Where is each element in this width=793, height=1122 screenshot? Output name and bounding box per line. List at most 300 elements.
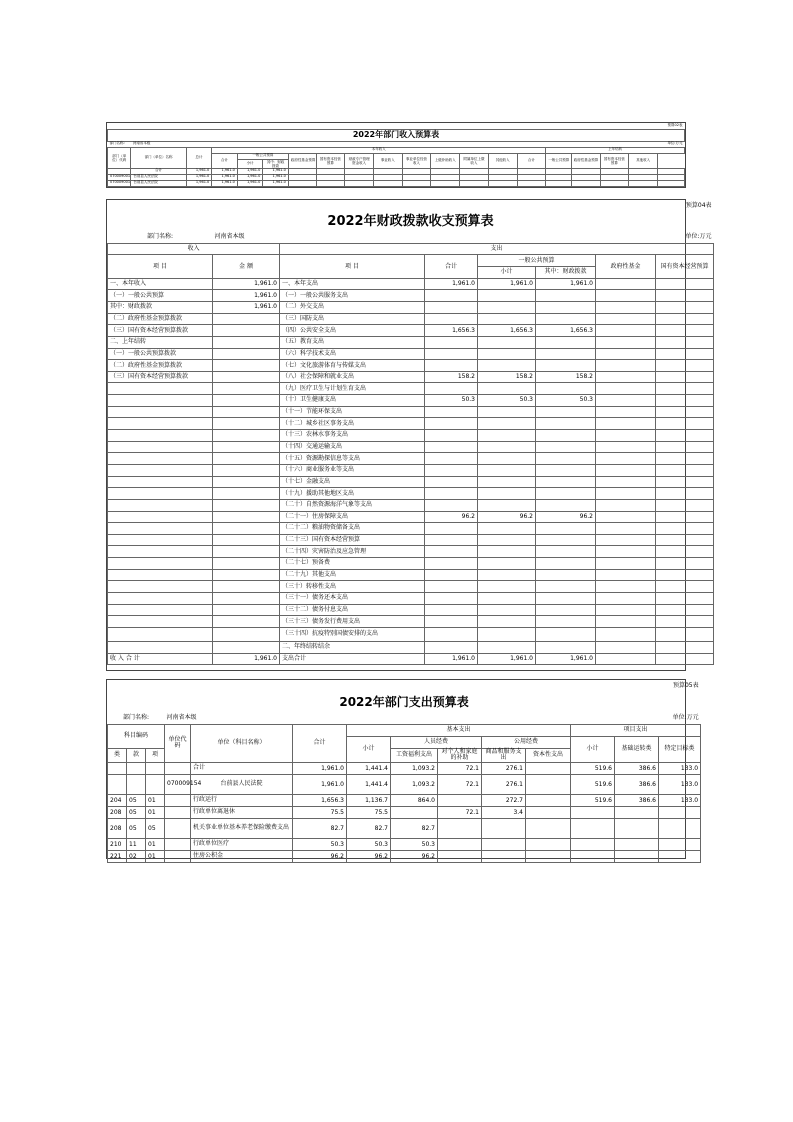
general-subtotal: 1,656.3 — [478, 325, 536, 337]
state-capital — [656, 558, 714, 570]
table-row — [108, 558, 714, 570]
state-capital — [656, 534, 714, 546]
gov-fund — [596, 313, 656, 325]
state-capital — [656, 441, 714, 453]
col-header: 单位（科目名称） — [191, 724, 293, 763]
fiscal-allocation: 1,656.3 — [536, 325, 596, 337]
state-capital — [656, 546, 714, 558]
income-item — [108, 593, 213, 605]
income-total-label: 收 入 合 计 — [108, 653, 213, 665]
fiscal-allocation: 50.3 — [536, 395, 596, 407]
income-item — [108, 406, 213, 418]
table-row — [108, 499, 714, 511]
income-item: 其中：财政拨款 — [108, 301, 213, 313]
fiscal-allocation — [536, 441, 596, 453]
amount-cell — [526, 819, 571, 839]
gov-fund — [596, 593, 656, 605]
expense-total — [425, 313, 478, 325]
fiscal-allocation — [536, 418, 596, 430]
col-header: 基础运转类 — [615, 736, 659, 763]
fiscal-allocation — [536, 616, 596, 628]
cell: 1,961.0 — [212, 168, 238, 174]
amount-cell: 1,093.2 — [391, 775, 438, 795]
gov-fund — [596, 430, 656, 442]
col-header: 工资福利支出 — [391, 748, 438, 763]
unit-code — [165, 795, 191, 807]
expense-item: （三十三）债务发行费用支出 — [280, 616, 425, 628]
gov-fund — [596, 476, 656, 488]
table-row — [108, 641, 714, 653]
income-item — [108, 395, 213, 407]
table-row — [108, 406, 714, 418]
expense-total — [425, 418, 478, 430]
col-header: 一般公共预算 — [546, 153, 572, 168]
state-capital — [656, 336, 714, 348]
group-header: 上年结转 — [546, 147, 685, 153]
table-row — [108, 851, 701, 863]
expense-item: （二十一）住房保障支出 — [280, 511, 425, 523]
table-row — [108, 383, 714, 395]
cell: 1,961.0 — [212, 180, 238, 186]
gov-fund — [596, 653, 656, 665]
general-subtotal — [478, 290, 536, 302]
income-amount — [213, 395, 280, 407]
subject-lei — [108, 763, 127, 775]
income-amount — [213, 523, 280, 535]
col-header: 其他收入 — [629, 153, 658, 168]
dept-label: 部门名称: — [122, 713, 150, 721]
state-capital — [656, 430, 714, 442]
expense-item: 二、年终结转结余 — [280, 641, 425, 653]
amount-cell — [659, 839, 701, 851]
state-capital — [656, 278, 714, 290]
table-row — [108, 795, 701, 807]
total-row — [108, 653, 714, 665]
income-item — [108, 569, 213, 581]
dept-name: 河南省本级 — [166, 713, 197, 721]
cell: 1,961.0 — [237, 168, 263, 174]
amount-cell — [526, 839, 571, 851]
income-item — [108, 464, 213, 476]
col-header: 项 目 — [108, 255, 213, 278]
subject-xiang — [146, 775, 165, 795]
expense-item: （十九）援助其他地区支出 — [280, 488, 425, 500]
income-item — [108, 476, 213, 488]
expense-item: （二十）自然资源海洋气象等支出 — [280, 499, 425, 511]
expense-item: （七）文化旅游体育与传媒支出 — [280, 360, 425, 372]
gov-fund — [596, 627, 656, 641]
expense-item: （四）公共安全支出 — [280, 325, 425, 337]
unit-code — [165, 851, 191, 863]
subject-kuan — [127, 775, 146, 795]
subject-xiang: 01 — [146, 839, 165, 851]
col-header: 政府性基金预算 — [288, 153, 316, 168]
amount-cell: 96.2 — [391, 851, 438, 863]
unit-code — [165, 819, 191, 839]
table-row — [108, 453, 714, 465]
amount-cell — [482, 839, 526, 851]
general-subtotal — [478, 336, 536, 348]
income-item — [108, 616, 213, 628]
sheet-title: 2022年部门支出预算表 — [339, 695, 469, 709]
general-subtotal — [478, 464, 536, 476]
unit-code — [165, 839, 191, 851]
expense-total — [425, 336, 478, 348]
table-row — [108, 441, 714, 453]
amount-cell — [659, 819, 701, 839]
col-header: 其他收入 — [488, 153, 517, 168]
unit-name: 台前县人民法院 — [191, 775, 293, 795]
cell: 1,961.0 — [237, 174, 263, 180]
amount-cell — [571, 819, 615, 839]
income-item: （一）一般公共预算拨款 — [108, 348, 213, 360]
expense-item: （十三）农林水事务支出 — [280, 430, 425, 442]
fiscal-allocation — [536, 464, 596, 476]
expense-item: （三十四）抗疫特别国债安排的支出 — [280, 627, 425, 641]
table-row — [108, 418, 714, 430]
general-subtotal — [478, 488, 536, 500]
expense-item: 一、本年支出 — [280, 278, 425, 290]
amount-cell — [526, 763, 571, 775]
table-row — [108, 290, 714, 302]
amount-cell: 1,441.4 — [347, 763, 391, 775]
amount-cell: 1,961.0 — [293, 775, 347, 795]
income-item — [108, 430, 213, 442]
fiscal-allocation — [536, 360, 596, 372]
income-amount — [213, 534, 280, 546]
fiscal-allocation — [536, 581, 596, 593]
expense-total — [425, 581, 478, 593]
expense-item: （五）教育支出 — [280, 336, 425, 348]
amount-cell: 133.0 — [659, 795, 701, 807]
general-subtotal — [478, 441, 536, 453]
unit-label: 单位:万元 — [667, 141, 683, 146]
col-header: 部门（单位）名称 — [131, 147, 186, 168]
state-capital — [656, 616, 714, 628]
gov-fund — [596, 278, 656, 290]
amount-cell — [659, 807, 701, 819]
col-header: 政府性基金预算 — [571, 153, 600, 168]
cell: 1,961.0 — [263, 168, 289, 174]
group-header: 本年收入 — [212, 147, 546, 153]
gov-fund — [596, 499, 656, 511]
amount-cell — [438, 839, 482, 851]
state-capital — [656, 360, 714, 372]
fiscal-allocation — [536, 569, 596, 581]
department-expense-sheet — [106, 679, 699, 860]
income-amount — [213, 616, 280, 628]
expense-item: （二十三）国有资本经营预算 — [280, 534, 425, 546]
col-header: 款 — [127, 748, 146, 763]
col-header: 小计 — [571, 736, 615, 763]
expense-item: （三十）转移性支出 — [280, 581, 425, 593]
expense-total: 1,961.0 — [425, 653, 478, 665]
unit-name: 行政单位医疗 — [191, 839, 293, 851]
general-subtotal — [478, 301, 536, 313]
col-header: 资本性支出 — [526, 748, 571, 763]
state-capital — [656, 627, 714, 641]
amount-cell: 519.6 — [571, 775, 615, 795]
income-amount — [213, 569, 280, 581]
amount-cell — [482, 851, 526, 863]
gov-fund — [596, 406, 656, 418]
table-row — [108, 523, 714, 535]
fiscal-allocation — [536, 546, 596, 558]
amount-cell — [615, 819, 659, 839]
amount-cell: 1,961.0 — [293, 763, 347, 775]
amount-cell — [438, 851, 482, 863]
general-subtotal — [478, 523, 536, 535]
amount-cell: 519.6 — [571, 795, 615, 807]
general-subtotal — [478, 418, 536, 430]
subject-xiang: 01 — [146, 807, 165, 819]
amount-cell: 50.3 — [391, 839, 438, 851]
amount-cell — [438, 819, 482, 839]
col-header: 财政专户管理资金收入 — [345, 153, 374, 168]
state-capital — [656, 383, 714, 395]
general-subtotal — [478, 546, 536, 558]
col-header: 事业收入 — [373, 153, 402, 168]
general-subtotal — [478, 593, 536, 605]
expense-total — [425, 464, 478, 476]
fiscal-allocation — [536, 499, 596, 511]
cell: 1,961.0 — [237, 180, 263, 186]
unit-code — [165, 807, 191, 819]
income-amount: 1,961.0 — [213, 278, 280, 290]
income-amount — [213, 360, 280, 372]
table-row — [108, 511, 714, 523]
fiscal-allocation: 96.2 — [536, 511, 596, 523]
col-header: 单位代码 — [165, 724, 191, 763]
amount-cell: 386.6 — [615, 795, 659, 807]
income-item: 一、本年收入 — [108, 278, 213, 290]
expense-item: （十六）商业服务业等支出 — [280, 464, 425, 476]
income-amount — [213, 383, 280, 395]
income-item: （三）国有资本经营预算拨款 — [108, 371, 213, 383]
expense-total — [425, 499, 478, 511]
expense-total — [425, 569, 478, 581]
col-header: 商品和服务支出 — [482, 748, 526, 763]
general-subtotal: 96.2 — [478, 511, 536, 523]
table-row — [108, 313, 714, 325]
income-amount: 1,961.0 — [213, 301, 280, 313]
unit-name: 机关事业单位基本养老保险缴费支出 — [191, 819, 293, 839]
table-row — [108, 546, 714, 558]
table-row — [108, 807, 701, 819]
general-subtotal — [478, 360, 536, 372]
state-capital — [656, 453, 714, 465]
fiscal-allocation — [536, 534, 596, 546]
amount-cell: 82.7 — [293, 819, 347, 839]
gov-fund — [596, 360, 656, 372]
income-amount — [213, 488, 280, 500]
expense-total: 50.3 — [425, 395, 478, 407]
fiscal-allocation — [536, 313, 596, 325]
col-header: 合计 — [212, 153, 238, 168]
col-header: 项目支出 — [571, 724, 701, 736]
amount-cell: 82.7 — [391, 819, 438, 839]
amount-cell — [571, 807, 615, 819]
dept-name: 河南省本级 — [214, 233, 245, 241]
dept-label: 部门名称: — [146, 233, 174, 241]
subject-lei: 208 — [108, 819, 127, 839]
col-header: 特定目标类 — [659, 736, 701, 763]
expense-item: （一）一般公共服务支出 — [280, 290, 425, 302]
expense-item: （十五）资源勘探信息等支出 — [280, 453, 425, 465]
general-subtotal — [478, 616, 536, 628]
state-capital — [656, 593, 714, 605]
col-header: 基本支出 — [347, 724, 571, 736]
expense-total-label: 支出合计 — [280, 653, 425, 665]
amount-cell: 96.2 — [293, 851, 347, 863]
state-capital — [656, 511, 714, 523]
amount-cell: 1,136.7 — [347, 795, 391, 807]
expense-total — [425, 641, 478, 653]
col-header: 事业单位经营收入 — [402, 153, 431, 168]
general-subtotal — [478, 313, 536, 325]
col-header: 国有资本经营预算 — [316, 153, 345, 168]
amount-cell — [615, 839, 659, 851]
income-amount — [213, 464, 280, 476]
table-row — [108, 476, 714, 488]
income-item — [108, 558, 213, 570]
income-amount — [213, 406, 280, 418]
expense-item: （八）社会保障和就业支出 — [280, 371, 425, 383]
general-subtotal — [478, 569, 536, 581]
fiscal-allocation — [536, 627, 596, 641]
income-amount — [213, 476, 280, 488]
col-header: 合计 — [425, 255, 478, 278]
table-row — [108, 627, 714, 641]
subject-kuan: 05 — [127, 819, 146, 839]
general-subtotal — [478, 348, 536, 360]
state-capital — [656, 301, 714, 313]
general-subtotal: 158.2 — [478, 371, 536, 383]
expense-item: （三十一）债务还本支出 — [280, 593, 425, 605]
expense-item: （三十二）债务付息支出 — [280, 604, 425, 616]
income-item — [108, 453, 213, 465]
col-header: 国有资本经营预算 — [656, 255, 714, 278]
expense-total: 1,961.0 — [425, 278, 478, 290]
amount-cell: 75.5 — [293, 807, 347, 819]
income-total-amount: 1,961.0 — [213, 653, 280, 665]
gov-fund — [596, 523, 656, 535]
unit-label: 单位:万元 — [685, 233, 712, 241]
cell: 070009001 — [108, 174, 131, 180]
table-row — [108, 371, 714, 383]
general-subtotal: 1,961.0 — [478, 653, 536, 665]
subject-kuan: 05 — [127, 807, 146, 819]
income-item: （三）国有资本经营预算拨款 — [108, 325, 213, 337]
general-subtotal — [478, 383, 536, 395]
table-row — [108, 395, 714, 407]
gov-fund — [596, 325, 656, 337]
unit-name: 行政单位离退休 — [191, 807, 293, 819]
fiscal-allocation — [536, 383, 596, 395]
general-subtotal — [478, 581, 536, 593]
table-row — [108, 336, 714, 348]
gov-fund — [596, 558, 656, 570]
general-subtotal — [478, 641, 536, 653]
income-item — [108, 523, 213, 535]
subject-lei: 221 — [108, 851, 127, 863]
income-item — [108, 546, 213, 558]
general-subtotal — [478, 476, 536, 488]
expense-total — [425, 453, 478, 465]
fiscal-allocation — [536, 558, 596, 570]
col-header: 金 额 — [213, 255, 280, 278]
table-row — [108, 616, 714, 628]
expense-item: （六）科学技术支出 — [280, 348, 425, 360]
subject-xiang: 01 — [146, 795, 165, 807]
subject-lei: 210 — [108, 839, 127, 851]
table-row — [108, 839, 701, 851]
table-row — [108, 301, 714, 313]
subject-lei: 204 — [108, 795, 127, 807]
cell: 1,961.0 — [186, 168, 212, 174]
col-header: 总计 — [186, 147, 212, 168]
general-subtotal — [478, 534, 536, 546]
amount-cell: 1,656.3 — [293, 795, 347, 807]
state-capital — [656, 395, 714, 407]
col-header: 项 — [146, 748, 165, 763]
amount-cell: 1,093.2 — [391, 763, 438, 775]
state-capital — [656, 641, 714, 653]
amount-cell: 519.6 — [571, 763, 615, 775]
amount-cell: 72.1 — [438, 763, 482, 775]
income-item — [108, 627, 213, 641]
cell: 1,961.0 — [186, 180, 212, 186]
expense-item: （九）医疗卫生与计划生育支出 — [280, 383, 425, 395]
col-header: 小计 — [478, 267, 536, 279]
table-row — [108, 593, 714, 605]
expense-total: 158.2 — [425, 371, 478, 383]
cell: 070009001 — [108, 180, 131, 186]
subject-xiang: 01 — [146, 851, 165, 863]
income-amount — [213, 430, 280, 442]
income-item — [108, 499, 213, 511]
fiscal-allocation — [536, 523, 596, 535]
amount-cell: 72.1 — [438, 807, 482, 819]
amount-cell: 276.1 — [482, 763, 526, 775]
income-budget-sheet — [106, 122, 686, 188]
subject-kuan — [127, 763, 146, 775]
income-amount — [213, 499, 280, 511]
col-header: 其中：财政拨款 — [263, 159, 289, 168]
gov-fund — [596, 546, 656, 558]
gov-fund — [596, 441, 656, 453]
unit-name: 行政运行 — [191, 795, 293, 807]
gov-fund — [596, 418, 656, 430]
amount-cell — [615, 851, 659, 863]
general-subtotal: 1,961.0 — [478, 278, 536, 290]
income-amount — [213, 441, 280, 453]
fiscal-allocation: 158.2 — [536, 371, 596, 383]
subject-kuan: 02 — [127, 851, 146, 863]
cell: 1,961.0 — [263, 174, 289, 180]
col-header: 对个人和家庭的补助 — [438, 748, 482, 763]
amount-cell: 276.1 — [482, 775, 526, 795]
expense-total — [425, 406, 478, 418]
expense-total — [425, 616, 478, 628]
general-subtotal — [478, 406, 536, 418]
state-capital — [656, 464, 714, 476]
income-item — [108, 534, 213, 546]
fiscal-allocation — [536, 430, 596, 442]
unit-code: 070009154 — [165, 775, 191, 795]
income-amount — [213, 348, 280, 360]
general-subtotal — [478, 453, 536, 465]
